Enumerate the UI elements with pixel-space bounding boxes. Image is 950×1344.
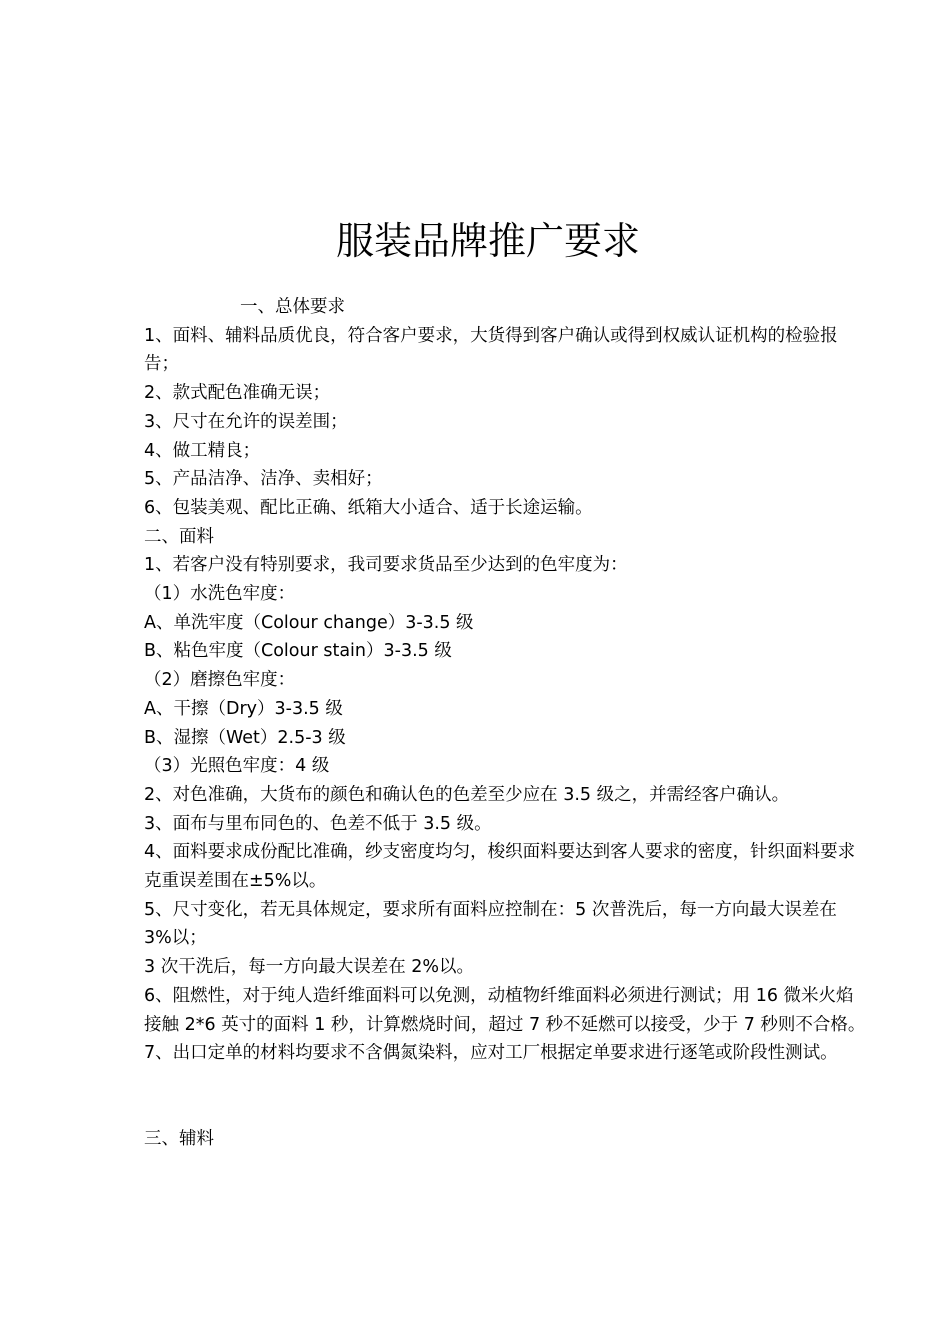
- section-heading-accessories: 三、辅料: [144, 1128, 214, 1149]
- paragraph: 3、面布与里布同色的、色差不低于 3.5 级。: [144, 813, 492, 834]
- paragraph: 2、对色准确，大货布的颜色和确认色的色差至少应在 3.5 级之，并需经客户确认。: [144, 784, 790, 805]
- paragraph: 6、包装美观、配比正确、纸箱大小适合、适于长途运输。: [144, 497, 593, 518]
- document-title: 服装品牌推广要求: [335, 219, 640, 263]
- paragraph: 1、面料、辅料品质优良，符合客户要求，大货得到客户确认或得到权威认证机构的检验报告；: [144, 325, 838, 375]
- paragraph: B、湿擦（Wet）2.5-3 级: [144, 727, 346, 748]
- paragraph: 5、尺寸变化，若无具体规定，要求所有面料应控制在：5 次普洗后，每一方向最大误差在 3%以；: [144, 899, 837, 949]
- paragraph: （1）水洗色牢度：: [144, 584, 296, 605]
- paragraph: 1、若客户没有特别要求，我司要求货品至少达到的色牢度为：: [144, 555, 628, 576]
- paragraph: 5、产品洁净、洁净、卖相好；: [144, 469, 383, 490]
- document-body: [144, 293, 866, 1154]
- paragraph: 2、款式配色准确无误；: [144, 383, 331, 404]
- paragraph: 6、阻燃性，对于纯人造纤维面料可以免测，动植物纤维面料必须进行测试；用 16 微米火焰接触 2*6 英寸的面料 1 秒，计算燃烧时间，超过 7 秒不延燃可以接受，少于 7 秒则不合格。: [144, 985, 866, 1035]
- paragraph: A、单洗牢度（Colour change）3-3.5 级: [144, 612, 474, 633]
- paragraph: A、干擦（Dry）3-3.5 级: [144, 698, 343, 719]
- paragraph: 7、出口定单的材料均要求不含偶氮染料，应对工厂根据定单要求进行逐笔或阶段性测试。: [144, 1043, 838, 1064]
- paragraph: 3、尺寸在允许的误差围；: [144, 411, 348, 432]
- paragraph: B、粘色牢度（Colour stain）3-3.5 级: [144, 641, 452, 662]
- paragraph: （3）光照色牢度：4 级: [144, 756, 330, 777]
- section-heading-fabric: 二、面料: [144, 526, 214, 547]
- paragraph: 4、做工精良；: [144, 440, 261, 461]
- section-heading-general: 一、总体要求: [240, 297, 345, 317]
- paragraph: 3 次干洗后，每一方向最大误差在 2%以。: [144, 957, 475, 978]
- paragraph: 4、面料要求成份配比准确，纱支密度均匀，梭织面料要达到客人要求的密度，针织面料要求克重误差围在±5%以。: [144, 842, 856, 892]
- paragraph: （2）磨擦色牢度：: [144, 670, 296, 691]
- spacer: [144, 1068, 866, 1125]
